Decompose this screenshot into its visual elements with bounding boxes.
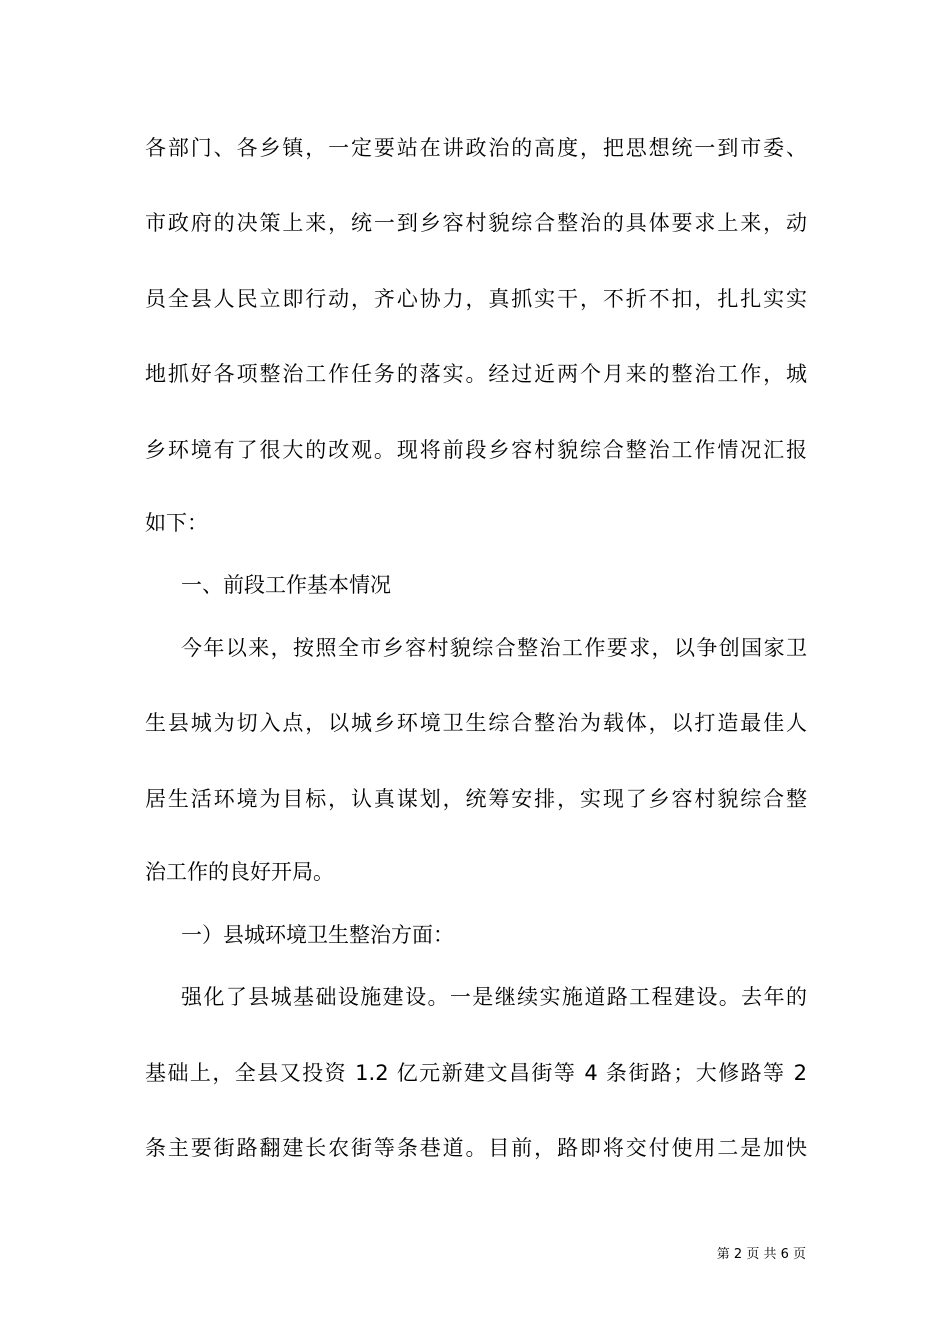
body-text-line: 基础上，全县又投资 1.2 亿元新建文昌街等 4 条街路；大修路等 2 [145, 1061, 807, 1085]
page-number: 第 2 页 共 6 页 [716, 1247, 806, 1262]
body-text-line: 地抓好各项整治工作任务的落实。经过近两个月来的整治工作，城 [145, 362, 807, 386]
body-text-line: 市政府的决策上来，统一到乡容村貌综合整治的具体要求上来，动 [145, 211, 807, 235]
body-text-line: 如下： [145, 511, 208, 535]
body-text-line: 强化了县城基础设施建设。一是继续实施道路工程建设。去年的 [181, 985, 807, 1009]
section-heading: 一、前段工作基本情况 [181, 573, 391, 597]
body-text-line: 今年以来，按照全市乡容村貌综合整治工作要求，以争创国家卫 [181, 636, 807, 660]
body-text-line: 各部门、各乡镇，一定要站在讲政治的高度，把思想统一到市委、 [145, 136, 807, 160]
body-text-line: 员全县人民立即行动，齐心协力，真抓实干，不折不扣，扎扎实实 [145, 287, 807, 311]
body-text-line: 条主要街路翻建长农街等条巷道。目前，路即将交付使用二是加快 [145, 1136, 807, 1160]
body-text-line: 生县城为切入点，以城乡环境卫生综合整治为载体，以打造最佳人 [145, 711, 807, 735]
body-text-line: 居生活环境为目标，认真谋划，统筹安排，实现了乡容村貌综合整 [145, 787, 807, 811]
body-text-line: 治工作的良好开局。 [145, 860, 334, 884]
subsection-heading: 一）县城环境卫生整治方面： [181, 923, 454, 947]
body-text-line: 乡环境有了很大的改观。现将前段乡容村貌综合整治工作情况汇报 [145, 438, 807, 462]
